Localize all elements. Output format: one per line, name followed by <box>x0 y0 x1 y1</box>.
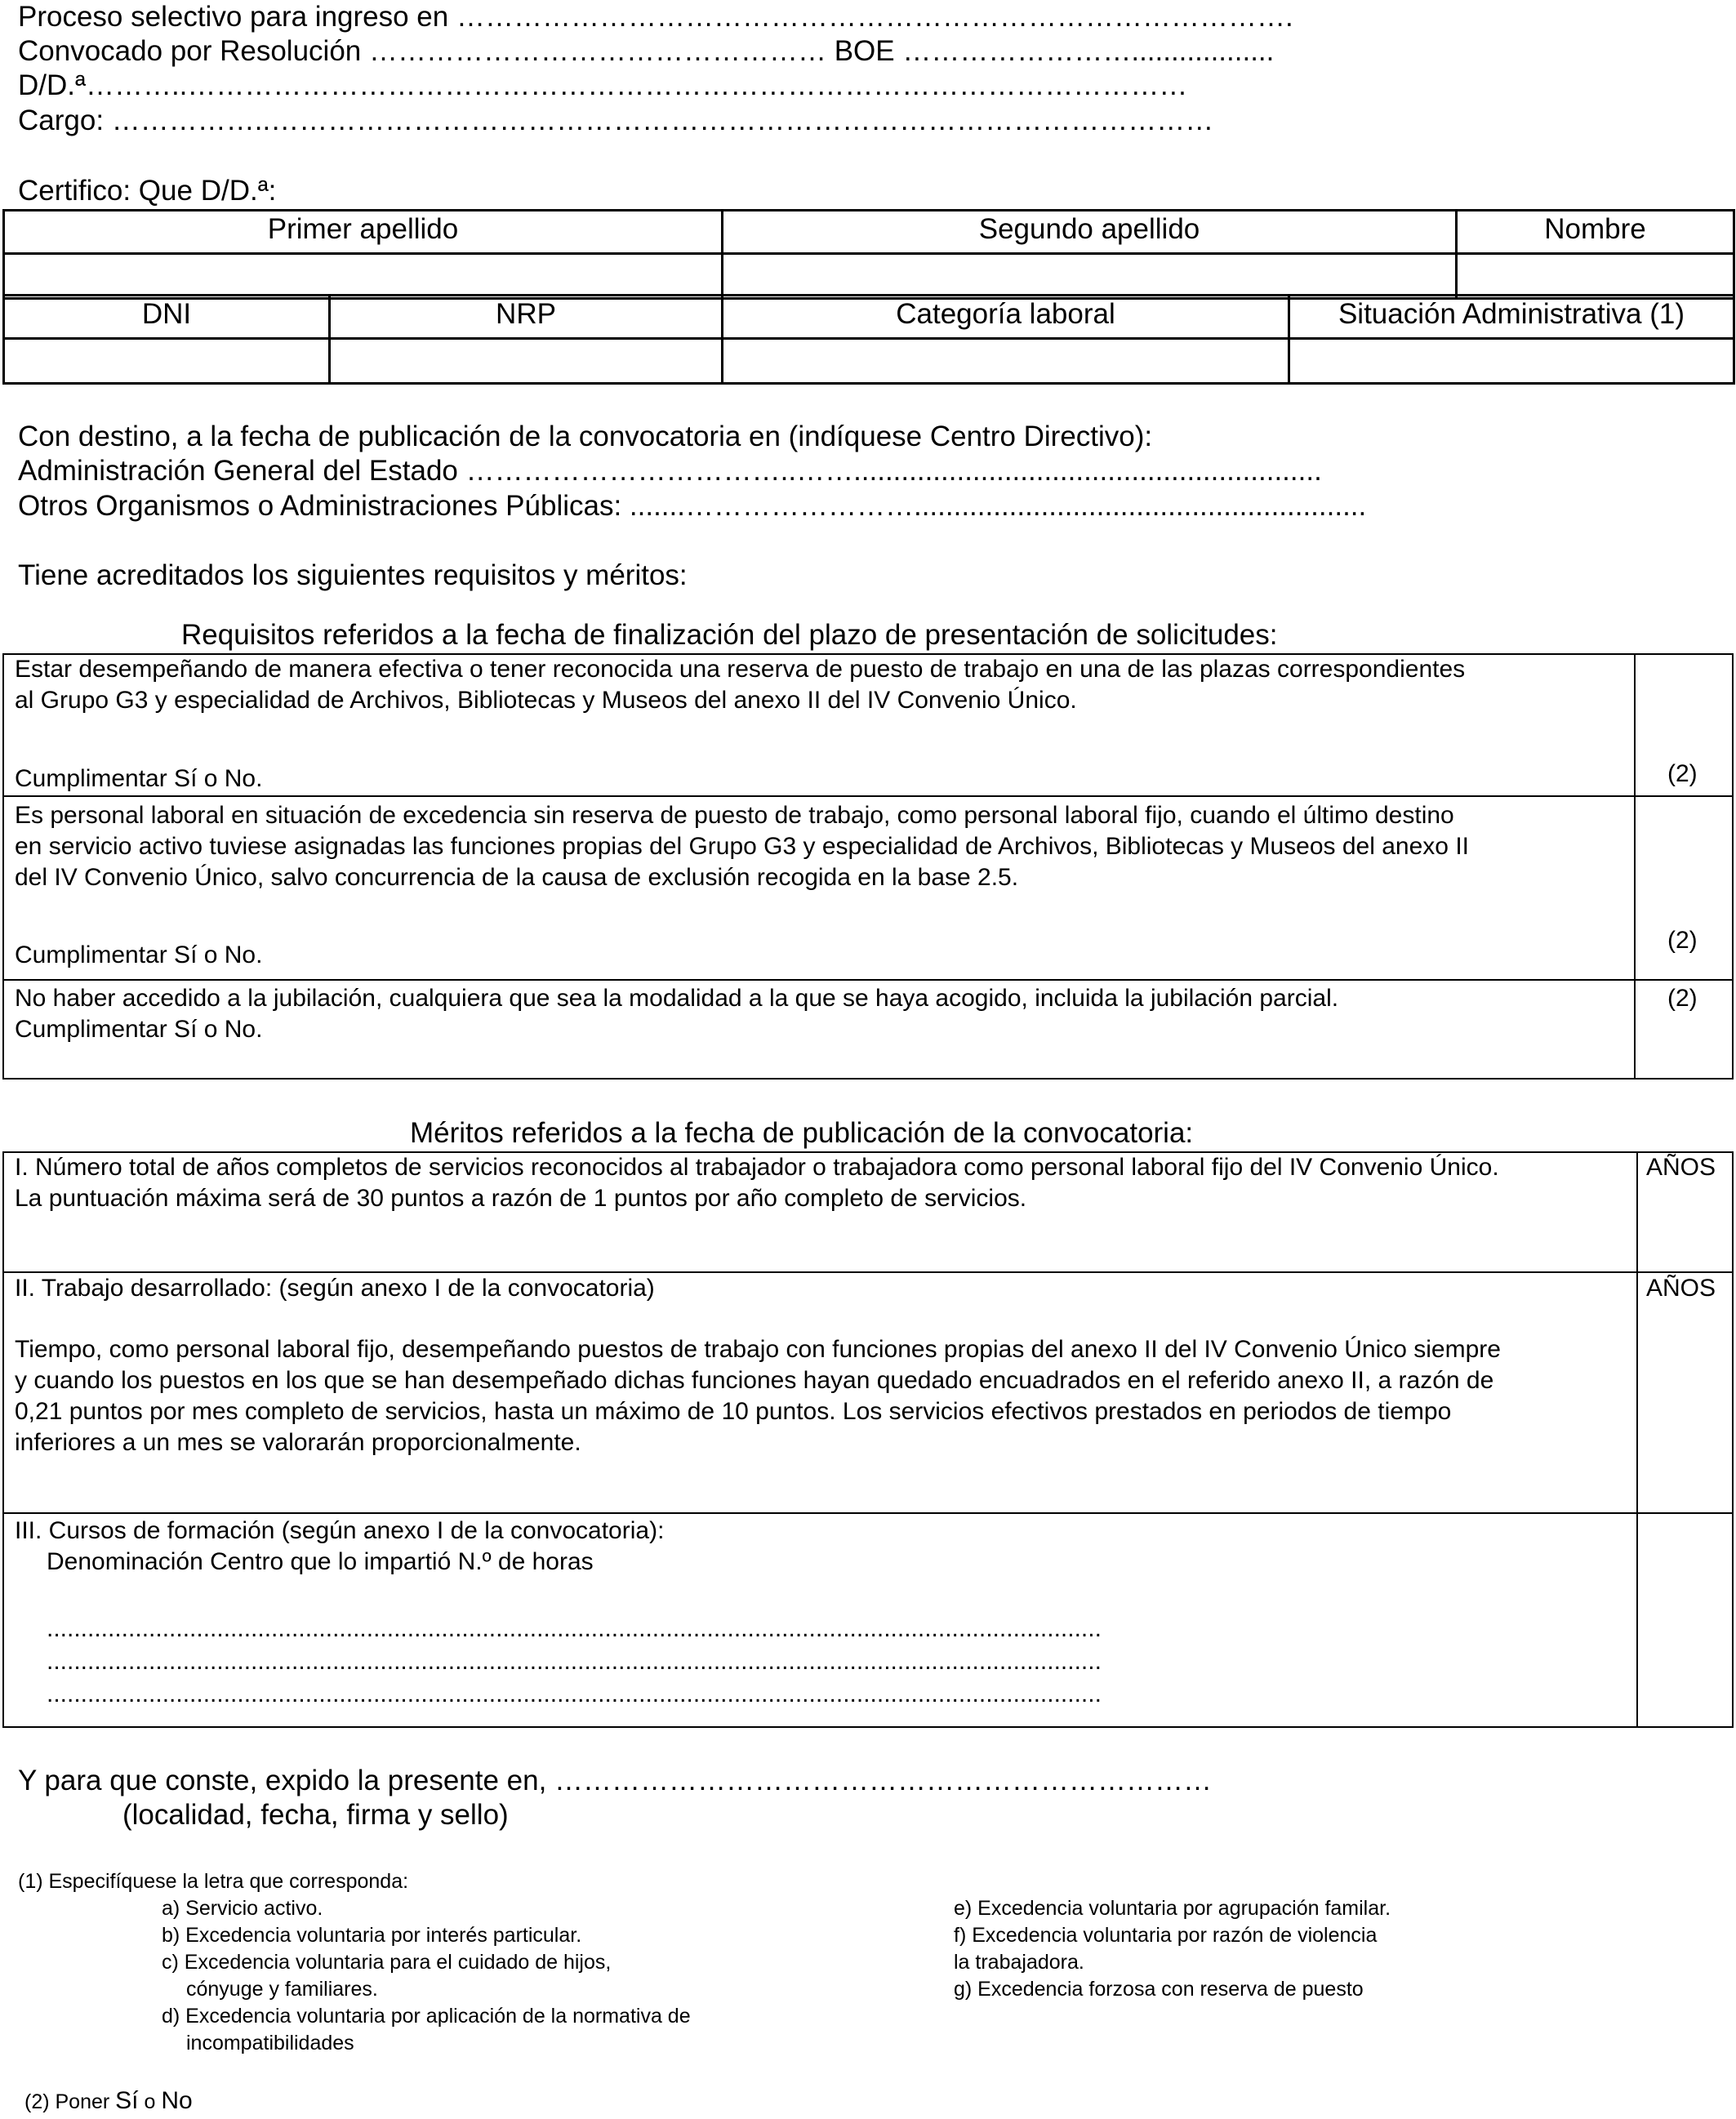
requisito-3-cumplimentar: Cumplimentar Sí o No. <box>15 1016 263 1043</box>
destino-line: Con destino, a la fecha de publicación de la convocatoria en (indíquese Centro Directivo): <box>18 421 1153 452</box>
requisitos-heading: Requisitos referidos a la fecha de finalización del plazo de presentación de solicitudes: <box>181 619 1278 651</box>
merito-2-years[interactable]: AÑOS <box>1646 1275 1716 1302</box>
otros-organismos-line: Otros Organismos o Administraciones Públicas: .......……………………......................................................... <box>18 490 1367 522</box>
merito-3-entry[interactable]: ........................................................................................................................................................... <box>47 1615 1102 1642</box>
age-line: Administración General del Estado ……………………………..……........................................................... <box>18 455 1322 487</box>
merito-1-text: La puntuación máxima será de 30 puntos a razón de 1 puntos por año completo de servicios. <box>15 1185 1027 1212</box>
col-categoria-laboral: Categoría laboral <box>723 296 1289 339</box>
certifico-line: Certifico: Que D/D.ª: <box>18 175 277 207</box>
requisitos-divider <box>1634 653 1636 1080</box>
requisito-1-cumplimentar: Cumplimentar Sí o No. <box>15 765 263 792</box>
requisito-3-answer[interactable]: (2) <box>1667 985 1698 1012</box>
merito-2-title: II. Trabajo desarrollado: (según anexo I de la convocatoria) <box>15 1275 655 1302</box>
col-segundo-apellido: Segundo apellido <box>723 211 1457 254</box>
merito-2-text: 0,21 puntos por mes completo de servicios, hasta un máximo de 10 puntos. Los servicios efectivos prestados en periodos de tiempo <box>15 1398 1452 1425</box>
meritos-divider <box>1636 1151 1638 1728</box>
expido-line: Y para que conste, expido la presente en, …………………………………………………………… <box>18 1765 1213 1796</box>
requisito-2-text: Es personal laboral en situación de excedencia sin reserva de puesto de trabajo, como personal laboral fijo, cuando el último destino <box>15 802 1454 829</box>
requisito-1-answer[interactable]: (2) <box>1667 760 1698 787</box>
ids-table <box>2 294 1735 385</box>
footnote-f: la trabajadora. <box>954 1951 1084 1974</box>
dd-line: D/D.ª………..…………………………………………………………………………………………… <box>18 69 1188 101</box>
footnote-2-prefix: (2) Poner <box>24 2090 116 2113</box>
nrp-field[interactable] <box>330 339 723 384</box>
footnote-2-no: No <box>161 2087 193 2114</box>
footnote-d: incompatibilidades <box>186 2032 354 2054</box>
situacion-field[interactable] <box>1289 339 1734 384</box>
requisito-2-text: del IV Convenio Único, salvo concurrencia de la causa de exclusión recogida en la base 2.5. <box>15 864 1019 891</box>
footnote-2 <box>24 2087 193 2116</box>
merito-2-text: Tiempo, como personal laboral fijo, desempeñando puestos de trabajo con funciones propias del anexo II del IV Convenio Único siempre <box>15 1336 1501 1363</box>
footnote-f: f) Excedencia voluntaria por razón de violencia <box>954 1924 1378 1947</box>
requisito-1-text: al Grupo G3 y especialidad de Archivos, Bibliotecas y Museos del anexo II del IV Convenio Único. <box>15 687 1077 714</box>
col-nombre: Nombre <box>1457 211 1734 254</box>
requisito-2-text: en servicio activo tuviese asignadas las funciones propias del Grupo G3 y especialidad de Archivos, Bibliotecas y Museos del anexo II <box>15 833 1469 860</box>
footnote-2-si: Sí <box>115 2087 139 2114</box>
meritos-row-divider-2 <box>2 1512 1734 1514</box>
meritos-heading: Méritos referidos a la fecha de publicación de la convocatoria: <box>410 1117 1194 1149</box>
col-dni: DNI <box>4 296 330 339</box>
nombre-field[interactable] <box>1457 254 1734 299</box>
footnote-g: g) Excedencia forzosa con reserva de puesto <box>954 1978 1364 2001</box>
col-primer-apellido: Primer apellido <box>4 211 723 254</box>
proceso-line: Proceso selectivo para ingreso en ……………………………………………………………………………. <box>18 1 1293 33</box>
col-situacion-administrativa: Situación Administrativa (1) <box>1289 296 1734 339</box>
footnote-b: b) Excedencia voluntaria por interés particular. <box>162 1924 582 1947</box>
footnote-c: c) Excedencia voluntaria para el cuidado de hijos, <box>162 1951 612 1974</box>
merito-2-text: inferiores a un mes se valorarán proporcionalmente. <box>15 1429 581 1456</box>
categoria-field[interactable] <box>723 339 1289 384</box>
requisito-3-text: No haber accedido a la jubilación, cualquiera que sea la modalidad a la que se haya acogido, incluida la jubilación parcial. <box>15 985 1339 1012</box>
localidad-fecha-firma: (localidad, fecha, firma y sello) <box>122 1799 509 1831</box>
requisitos-row-divider-1 <box>2 795 1734 797</box>
merito-1-text: I. Número total de años completos de servicios reconocidos al trabajador o trabajadora como personal laboral fijo del IV Convenio Único. <box>15 1154 1499 1181</box>
footnote-d: d) Excedencia voluntaria por aplicación de la normativa de <box>162 2005 691 2028</box>
merito-1-years[interactable]: AÑOS <box>1646 1154 1716 1181</box>
requisito-1-text: Estar desempeñando de manera efectiva o tener reconocida una reserva de puesto de trabajo en una de las plazas correspondientes <box>15 656 1466 683</box>
footnote-1-title: (1) Especifíquese la letra que corresponda: <box>18 1870 409 1893</box>
acreditados-line: Tiene acreditados los siguientes requisitos y méritos: <box>18 559 688 591</box>
primer-apellido-field[interactable] <box>4 254 723 299</box>
convocado-line: Convocado por Resolución ………………………………………… BOE …………………….................. <box>18 35 1275 67</box>
footnote-c: cónyuge y familiares. <box>186 1978 378 2001</box>
merito-3-columns: Denominación Centro que lo impartió N.º de horas <box>47 1548 594 1575</box>
segundo-apellido-field[interactable] <box>723 254 1457 299</box>
col-nrp: NRP <box>330 296 723 339</box>
footnote-a: a) Servicio activo. <box>162 1897 323 1920</box>
names-table <box>2 209 1735 300</box>
footnote-e: e) Excedencia voluntaria por agrupación familar. <box>954 1897 1391 1920</box>
footnote-2-o: o <box>138 2090 162 2113</box>
cargo-line: Cargo: ……………..……………………………………………………………………………………… <box>18 105 1214 136</box>
requisito-2-cumplimentar: Cumplimentar Sí o No. <box>15 942 263 968</box>
merito-3-entry[interactable]: ........................................................................................................................................................... <box>47 1681 1102 1707</box>
dni-field[interactable] <box>4 339 330 384</box>
merito-3-entry[interactable]: ........................................................................................................................................................... <box>47 1648 1102 1675</box>
merito-2-text: y cuando los puestos en los que se han desempeñado dichas funciones hayan quedado encuadrados en el referido anexo II, a razón de <box>15 1367 1494 1394</box>
requisito-2-answer[interactable]: (2) <box>1667 927 1698 954</box>
requisitos-row-divider-2 <box>2 979 1734 981</box>
merito-3-title: III. Cursos de formación (según anexo I de la convocatoria): <box>15 1517 665 1544</box>
